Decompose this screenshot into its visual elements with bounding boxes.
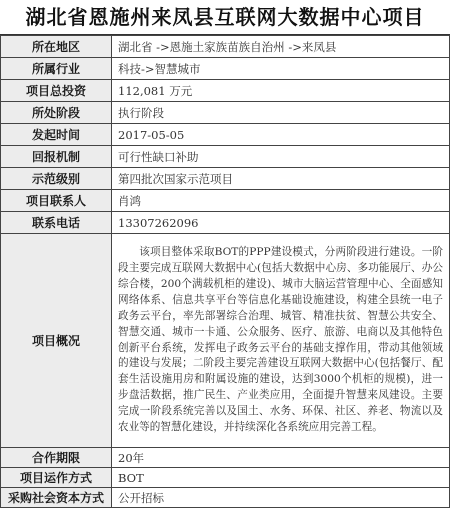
row-value-overview: 该项目整体采取BOT的PPP建设模式，分两阶段进行建设。一阶段主要完成互联网大数据中心(包括大数据中心房、多功能展厅、办公综合楼，200个满载机柜的建设)、城市大脑运营管理中心、全面感知网络体系、信息共享平台等信息化基础设施建设，构建全县统一电子政务云平台，率先部署综合治理、城管、精准扶贫、智慧公共安全、智慧交通、城市一卡通、公众服务、医疗、旅游、电商以及其他特色创新平台系统，发挥电子政务云平台的基础支撑作用，带动其他领域的建设与发展；二阶段主要完善建设互联网大数据中心(包括餐厅、配套生活设施用房和附属设施的建设，达到3000个机柜的规模)，进一步盘活数据，推广民生、产业类应用，全面提升智慧来凤建设。主要完成一阶段系统完善以及国土、水务、环保、社区、养老、物流以及农业等的智慧化建设，并持续深化各系统应用完善工程。 bbox=[112, 234, 450, 448]
row-value-region: 湖北省 ->恩施土家族苗族自治州 ->来凤县 bbox=[112, 36, 450, 58]
row-value-procurement: 公开招标 bbox=[112, 488, 450, 508]
row-label-return-mechanism: 回报机制 bbox=[1, 146, 112, 168]
table-row bbox=[1, 168, 450, 190]
table-row bbox=[1, 448, 450, 468]
row-value-phone: 13307262096 bbox=[112, 212, 450, 234]
row-label-industry: 所属行业 bbox=[1, 58, 112, 80]
table-row bbox=[1, 80, 450, 102]
row-value-operation-mode: BOT bbox=[112, 468, 450, 488]
row-value-term: 20年 bbox=[112, 448, 450, 468]
table-row bbox=[1, 190, 450, 212]
row-value-start-date: 2017-05-05 bbox=[112, 124, 450, 146]
table-row bbox=[1, 488, 450, 508]
row-label-demo-level: 示范级别 bbox=[1, 168, 112, 190]
row-label-term: 合作期限 bbox=[1, 448, 112, 468]
table-row bbox=[1, 124, 450, 146]
row-label-operation-mode: 项目运作方式 bbox=[1, 468, 112, 488]
table-row bbox=[1, 36, 450, 58]
table-row bbox=[1, 102, 450, 124]
table-row bbox=[1, 58, 450, 80]
row-value-return-mechanism: 可行性缺口补助 bbox=[112, 146, 450, 168]
table-row bbox=[1, 234, 450, 448]
row-label-total-investment: 项目总投资 bbox=[1, 80, 112, 102]
table-row bbox=[1, 146, 450, 168]
row-label-procurement: 采购社会资本方式 bbox=[1, 488, 112, 508]
row-value-demo-level: 第四批次国家示范项目 bbox=[112, 168, 450, 190]
row-label-stage: 所处阶段 bbox=[1, 102, 112, 124]
row-label-phone: 联系电话 bbox=[1, 212, 112, 234]
table-row bbox=[1, 468, 450, 488]
row-label-region: 所在地区 bbox=[1, 36, 112, 58]
row-label-overview: 项目概况 bbox=[1, 234, 112, 448]
row-value-contact: 肖鸿 bbox=[112, 190, 450, 212]
row-value-total-investment: 112,081 万元 bbox=[112, 80, 450, 102]
project-info-table bbox=[0, 35, 450, 508]
row-label-contact: 项目联系人 bbox=[1, 190, 112, 212]
table-row bbox=[1, 212, 450, 234]
page-title: 湖北省恩施州来凤县互联网大数据中心项目 bbox=[0, 0, 450, 35]
row-label-start-date: 发起时间 bbox=[1, 124, 112, 146]
row-value-stage: 执行阶段 bbox=[112, 102, 450, 124]
row-value-industry: 科技->智慧城市 bbox=[112, 58, 450, 80]
